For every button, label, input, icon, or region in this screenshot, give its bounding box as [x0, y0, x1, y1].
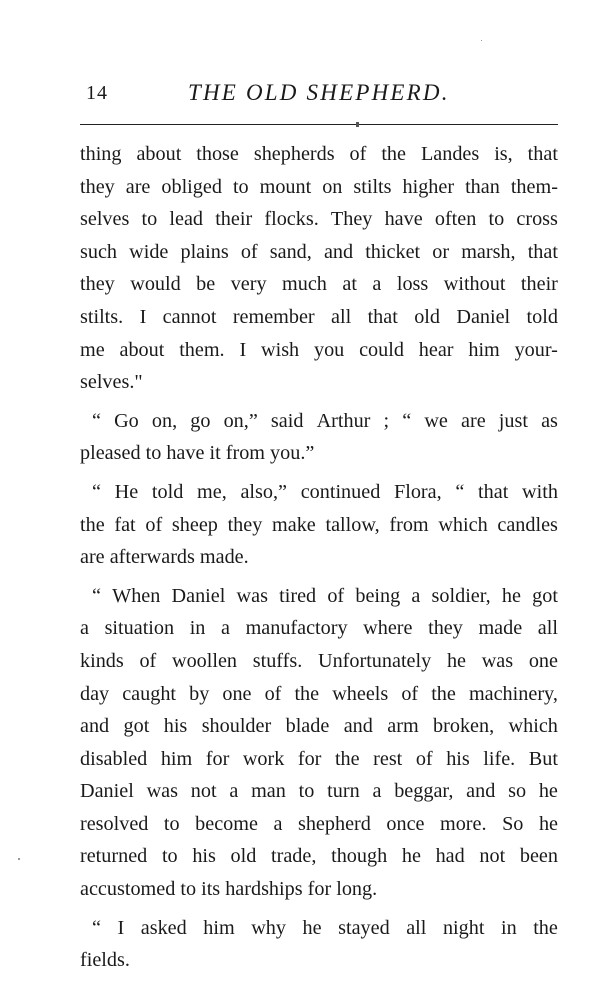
body-text — [80, 138, 558, 977]
word: higher — [402, 175, 455, 198]
word: a — [273, 812, 283, 835]
word: on,” — [223, 409, 258, 432]
paragraph — [80, 580, 558, 906]
word: where — [363, 617, 413, 640]
text-line: accustomed to its hardships for long. — [80, 878, 378, 901]
word: for — [297, 747, 322, 770]
word: could — [359, 338, 404, 361]
text-line — [80, 912, 558, 945]
text-line — [80, 580, 558, 613]
word: his — [192, 845, 216, 868]
word: the — [381, 143, 406, 165]
word: flocks. — [264, 208, 319, 231]
word: have — [384, 208, 423, 231]
word: continued — [300, 480, 381, 503]
word: hear — [418, 338, 454, 361]
word: that — [367, 305, 398, 328]
word: become — [195, 812, 258, 835]
word: and — [80, 715, 110, 738]
word: ; — [383, 409, 390, 432]
word: “ — [92, 584, 101, 607]
word: than — [465, 175, 500, 198]
word: blade — [285, 715, 330, 738]
word: him — [203, 916, 235, 939]
word: Landes — [420, 143, 480, 165]
word: remember — [232, 305, 315, 328]
word: very — [230, 273, 267, 296]
word: been — [519, 845, 558, 868]
word: their — [215, 208, 253, 231]
word: though — [331, 845, 388, 868]
word: sheep — [171, 513, 218, 536]
word: without — [443, 273, 506, 296]
text-line: are afterwards made. — [80, 546, 249, 569]
text-line — [80, 334, 558, 367]
word: about — [119, 338, 165, 361]
word: “ — [92, 409, 101, 432]
word: we — [424, 409, 448, 432]
word: was — [236, 584, 268, 607]
text-line — [80, 612, 558, 645]
word: he — [538, 780, 558, 803]
word: “ — [92, 916, 101, 939]
word: Arthur — [316, 409, 371, 432]
word: all — [331, 305, 352, 328]
word: He — [114, 480, 139, 503]
word: situation — [104, 617, 175, 640]
text-line — [80, 645, 558, 678]
word: about — [136, 143, 182, 165]
text-line — [80, 268, 558, 301]
word: often — [434, 208, 477, 231]
word: of — [415, 747, 433, 770]
word: asked — [140, 916, 187, 939]
word: night — [442, 916, 485, 939]
word: stuffs. — [252, 649, 303, 672]
word: much — [282, 273, 327, 296]
word: Go — [114, 409, 139, 432]
word: machinery, — [468, 682, 558, 705]
word: of — [401, 682, 419, 705]
word: “ — [455, 480, 465, 503]
word: his — [446, 747, 470, 770]
word: Flora, — [394, 480, 442, 503]
word: stilts. — [80, 305, 124, 328]
word: in — [189, 617, 206, 640]
word: got — [532, 584, 558, 607]
word: I — [139, 305, 147, 328]
word: man — [251, 780, 286, 803]
word: the — [80, 513, 105, 536]
word: such — [80, 240, 118, 263]
word: those — [196, 143, 239, 165]
word: disabled — [80, 747, 148, 770]
word: the — [533, 916, 558, 939]
word: rest — [373, 747, 403, 770]
word: got — [123, 715, 150, 738]
paper-speck — [18, 858, 20, 860]
word: why — [251, 916, 286, 939]
word: make — [272, 513, 316, 536]
word: one — [528, 649, 558, 672]
word: of — [327, 584, 345, 607]
word: just — [498, 409, 528, 432]
word: plains — [180, 240, 229, 263]
word: beggar, — [394, 780, 454, 803]
word: they — [80, 273, 115, 296]
word: trade, — [271, 845, 317, 868]
word: cross — [516, 208, 558, 231]
word: was — [481, 649, 514, 672]
word: Daniel — [171, 584, 226, 607]
running-title: THE OLD SHEPHERD. — [188, 80, 450, 105]
text-line — [80, 138, 558, 171]
word: wheels — [332, 682, 389, 705]
word: wish — [261, 338, 300, 361]
word: me — [80, 338, 105, 361]
word: manufactory — [245, 617, 348, 640]
word: wide — [129, 240, 169, 263]
paragraph — [80, 405, 558, 470]
word: and — [343, 715, 373, 738]
text-line — [80, 509, 558, 542]
word: which — [438, 513, 488, 536]
paragraph — [80, 138, 558, 399]
word: of — [145, 513, 163, 536]
word: caught — [122, 682, 177, 705]
text-line — [80, 710, 558, 743]
text-line — [80, 405, 558, 438]
word: he — [401, 845, 421, 868]
text-line — [80, 236, 558, 269]
word: to — [161, 845, 178, 868]
word: told — [151, 480, 184, 503]
word: said — [270, 409, 304, 432]
text-line — [80, 775, 558, 808]
word: their — [520, 273, 558, 296]
word: are — [125, 175, 151, 198]
word: arm — [387, 715, 419, 738]
page-number: 14 — [86, 82, 108, 104]
word: would — [130, 273, 181, 296]
word: all — [406, 916, 427, 939]
word: to — [298, 780, 315, 803]
word: Daniel — [456, 305, 511, 328]
word: in — [500, 916, 517, 939]
word: of — [139, 649, 157, 672]
text-line — [80, 840, 558, 873]
word: sand, — [269, 240, 312, 263]
word: on, — [151, 409, 178, 432]
page-header — [80, 78, 558, 110]
word: loss — [396, 273, 429, 296]
word: so — [508, 780, 527, 803]
word: But — [528, 747, 558, 770]
word: had — [435, 845, 465, 868]
word: stilts — [353, 175, 392, 198]
word: day — [80, 682, 110, 705]
word: mount — [259, 175, 312, 198]
word: tired — [279, 584, 317, 607]
word: So — [502, 812, 524, 835]
word: not — [190, 780, 217, 803]
word: your- — [514, 338, 558, 361]
word: told — [526, 305, 558, 328]
word: the — [334, 747, 360, 770]
word: also,” — [240, 480, 287, 503]
word: marsh, — [461, 240, 516, 263]
word: I — [117, 916, 125, 939]
word: a — [372, 780, 382, 803]
word: tallow, — [325, 513, 380, 536]
word: fat — [114, 513, 136, 536]
paragraph — [80, 476, 558, 574]
word: them. — [179, 338, 225, 361]
word: a — [372, 273, 382, 296]
word: soldier, — [431, 584, 491, 607]
text-line — [80, 808, 558, 841]
word: shepherds — [253, 143, 335, 165]
word: he — [501, 584, 521, 607]
word: a — [221, 617, 230, 640]
word: are — [461, 409, 486, 432]
word: me, — [197, 480, 227, 503]
word: “ — [92, 480, 101, 503]
word: work — [242, 747, 285, 770]
rule-mark — [356, 122, 359, 127]
word: thicket — [365, 240, 421, 263]
word: obliged — [161, 175, 222, 198]
word: made — [478, 617, 523, 640]
word: cannot — [162, 305, 217, 328]
word: to — [163, 812, 180, 835]
word: his — [163, 715, 188, 738]
word: he — [446, 649, 466, 672]
word: more. — [440, 812, 487, 835]
word: Daniel — [80, 780, 134, 803]
word: they — [227, 513, 263, 536]
word: on — [322, 175, 343, 198]
word: for — [205, 747, 230, 770]
text-line — [80, 678, 558, 711]
word: was — [146, 780, 178, 803]
word: as — [541, 409, 558, 432]
word: a — [80, 617, 89, 640]
word: selves — [80, 208, 130, 231]
word: the — [294, 682, 320, 705]
text-line — [80, 301, 558, 334]
word: They — [330, 208, 373, 231]
word: shoulder — [201, 715, 272, 738]
word: lead — [169, 208, 204, 231]
word: of — [240, 240, 258, 263]
word: him — [160, 747, 193, 770]
text-line: fields. — [80, 949, 130, 972]
paragraph — [80, 912, 558, 977]
text-line — [80, 203, 558, 236]
word: resolved — [80, 812, 149, 835]
word: that — [527, 143, 558, 165]
word: be — [196, 273, 216, 296]
word: broken, — [433, 715, 495, 738]
word: go — [190, 409, 211, 432]
word: stayed — [338, 916, 390, 939]
word: he — [538, 812, 558, 835]
word: they — [80, 175, 115, 198]
word: old — [230, 845, 257, 868]
word: candles — [497, 513, 558, 536]
word: from — [389, 513, 429, 536]
word: that — [527, 240, 558, 263]
text-line — [80, 743, 558, 776]
word: that — [478, 480, 509, 503]
word: or — [432, 240, 450, 263]
word: once — [386, 812, 425, 835]
word: them- — [510, 175, 558, 198]
word: by — [189, 682, 210, 705]
word: with — [522, 480, 558, 503]
word: to — [141, 208, 158, 231]
paper-speck — [481, 40, 482, 41]
word: the — [431, 682, 456, 705]
word: kinds — [80, 649, 124, 672]
word: I — [239, 338, 247, 361]
text-line: pleased to have it from you.” — [80, 442, 315, 465]
text-line — [80, 476, 558, 509]
word: you — [313, 338, 345, 361]
word: shepherd — [297, 812, 371, 835]
word: a — [411, 584, 421, 607]
word: life. — [483, 747, 516, 770]
word: to — [232, 175, 249, 198]
word: one — [222, 682, 252, 705]
word: which — [508, 715, 558, 738]
word: to — [488, 208, 505, 231]
word: is, — [494, 143, 513, 165]
word: all — [537, 617, 558, 640]
word: and — [323, 240, 354, 263]
word: old — [414, 305, 440, 328]
word: When — [112, 584, 161, 607]
word: being — [355, 584, 401, 607]
word: turn — [327, 780, 360, 803]
text-line — [80, 171, 558, 204]
word: him — [468, 338, 500, 361]
header-rule — [80, 124, 558, 125]
word: woollen — [171, 649, 238, 672]
word: of — [264, 682, 282, 705]
text-line: selves." — [80, 371, 143, 394]
word: a — [229, 780, 239, 803]
word: he — [302, 916, 322, 939]
word: at — [342, 273, 357, 296]
word: of — [349, 143, 367, 165]
word: not — [479, 845, 506, 868]
word: Unfortunately — [317, 649, 432, 672]
word: “ — [402, 409, 412, 432]
word: they — [428, 617, 463, 640]
word: thing — [80, 143, 122, 165]
word: returned — [80, 845, 148, 868]
word: and — [466, 780, 496, 803]
